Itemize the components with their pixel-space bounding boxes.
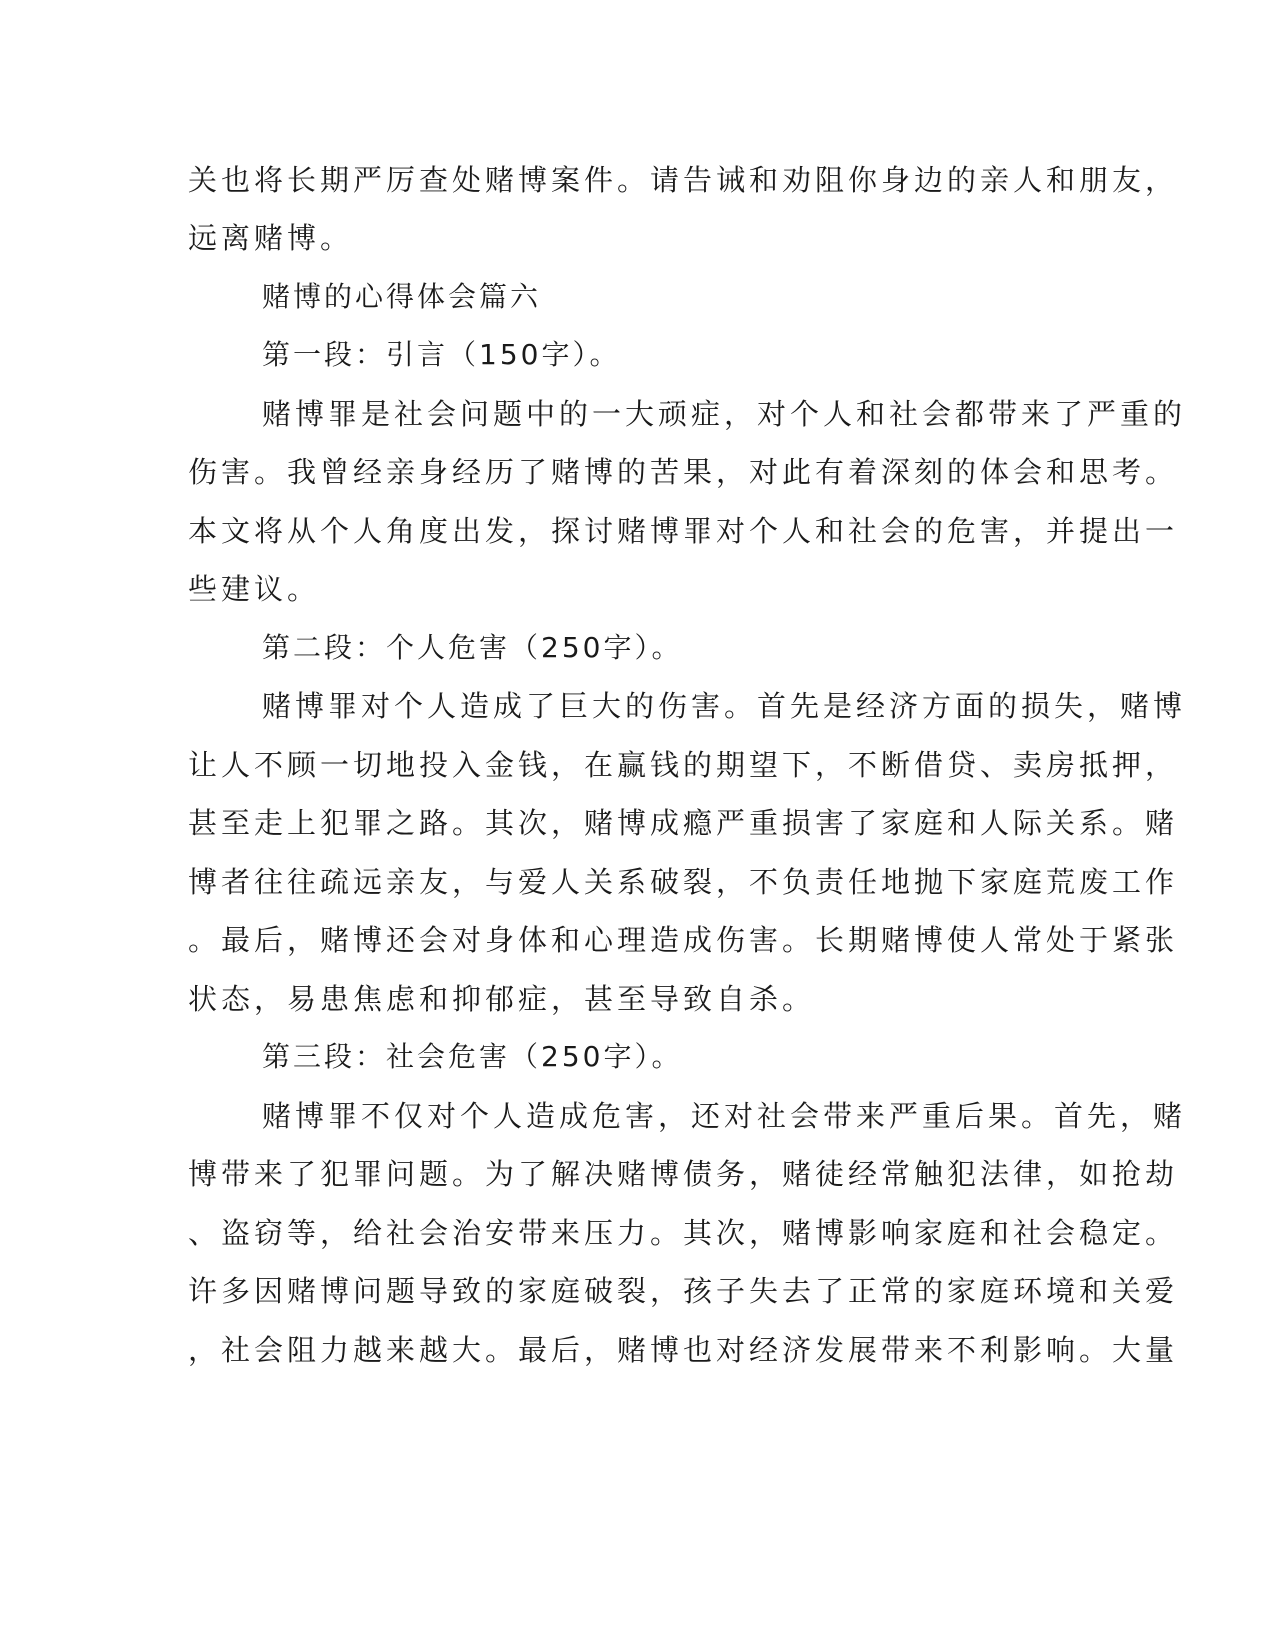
text-line: 、盗窃等，给社会治安带来压力。其次，赌博影响家庭和社会稳定。	[188, 1216, 1179, 1250]
text-line: 博者往往疏远亲友，与爱人关系破裂，不负责任地抛下家庭荒废工作	[188, 865, 1179, 899]
text-line: 赌博罪不仅对个人造成危害，还对社会带来严重后果。首先，赌	[262, 1099, 1187, 1133]
paragraph-heading: 第一段：引言（150字）。	[262, 338, 621, 371]
text-line: ，社会阻力越来越大。最后，赌博也对经济发展带来不利影响。大量	[188, 1333, 1179, 1367]
text-line: 些建议。	[188, 572, 321, 606]
text-line: 许多因赌博问题导致的家庭破裂，孩子失去了正常的家庭环境和关爱	[188, 1274, 1179, 1308]
text-line: 本文将从个人角度出发，探讨赌博罪对个人和社会的危害，并提出一	[188, 514, 1179, 548]
text-line: 博带来了犯罪问题。为了解决赌博债务，赌徒经常触犯法律，如抢劫	[188, 1157, 1179, 1191]
text-line: 远离赌博。	[188, 221, 354, 255]
text-line: 赌博罪对个人造成了巨大的伤害。首先是经济方面的损失，赌博	[262, 689, 1187, 723]
section-title: 赌博的心得体会篇六	[262, 280, 542, 313]
text-line: 伤害。我曾经亲身经历了赌博的苦果，对此有着深刻的体会和思考。	[188, 455, 1179, 489]
text-line: 关也将长期严厉查处赌博案件。请告诫和劝阻你身边的亲人和朋友，	[188, 163, 1179, 197]
paragraph-heading: 第三段：社会危害（250字）。	[262, 1040, 683, 1073]
paragraph-heading: 第二段：个人危害（250字）。	[262, 631, 683, 664]
text-line: 赌博罪是社会问题中的一大顽症，对个人和社会都带来了严重的	[262, 397, 1187, 431]
text-line: 状态，易患焦虑和抑郁症，甚至导致自杀。	[188, 982, 816, 1016]
text-line: 甚至走上犯罪之路。其次，赌博成瘾严重损害了家庭和人际关系。赌	[188, 806, 1179, 840]
text-line: 。最后，赌博还会对身体和心理造成伤害。长期赌博使人常处于紧张	[188, 923, 1179, 957]
text-line: 让人不顾一切地投入金钱，在赢钱的期望下，不断借贷、卖房抵押，	[188, 748, 1179, 782]
